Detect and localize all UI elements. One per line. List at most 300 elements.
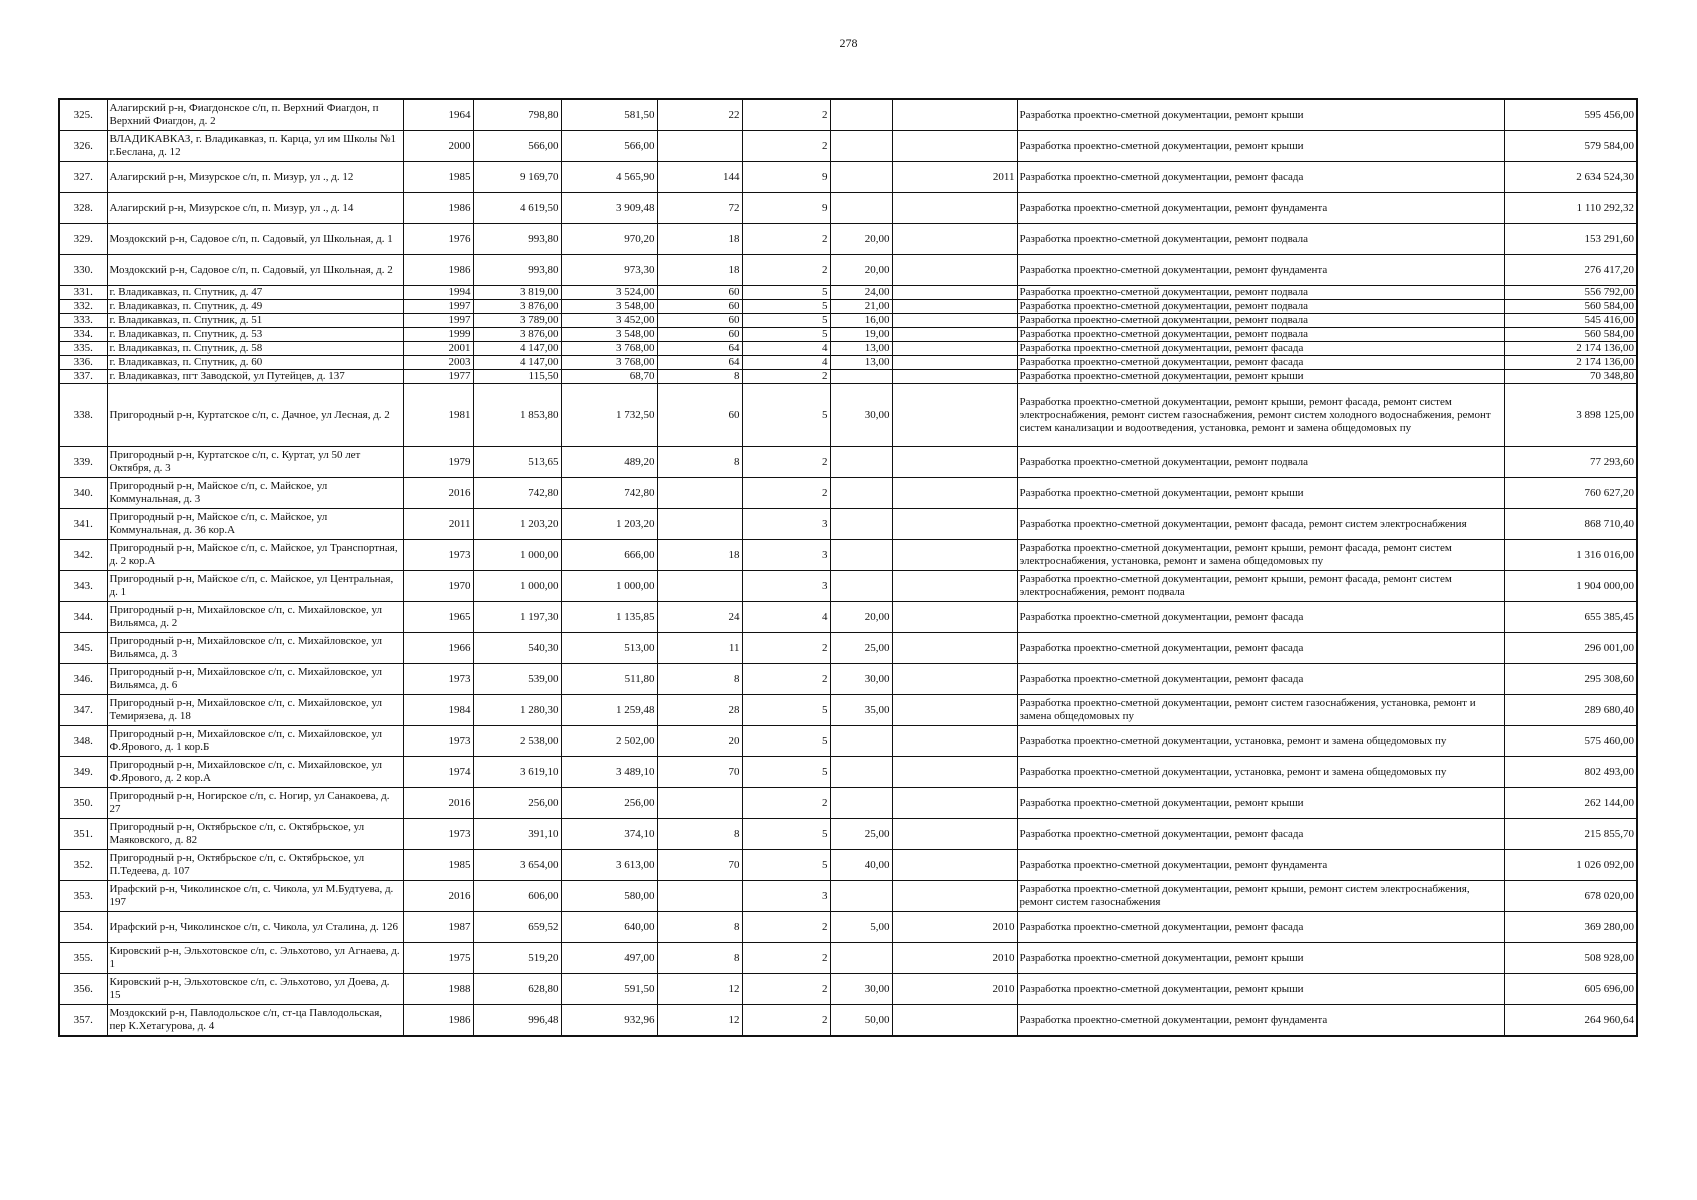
cell-total-area: 3 619,10 xyxy=(473,757,561,788)
table-row xyxy=(59,974,1637,1005)
cell-work-types: Разработка проектно-сметной документации, ремонт крыши, ремонт фасада, ремонт систем электроснабжения, ремонт подвала xyxy=(1017,571,1504,602)
cell-work-types: Разработка проектно-сметной документации, ремонт фасада xyxy=(1017,342,1504,356)
table-row xyxy=(59,509,1637,540)
cell-wear-percent: 25,00 xyxy=(830,633,892,664)
cell-build-year: 1985 xyxy=(403,162,473,193)
cell-cost: 1 316 016,00 xyxy=(1504,540,1637,571)
cell-cost: 605 696,00 xyxy=(1504,974,1637,1005)
cell-living-area: 3 768,00 xyxy=(561,356,657,370)
table-row xyxy=(59,1005,1637,1037)
cell-row-number: 353. xyxy=(59,881,107,912)
cell-total-area: 1 000,00 xyxy=(473,571,561,602)
cell-work-types: Разработка проектно-сметной документации, ремонт фундамента xyxy=(1017,193,1504,224)
cell-cost: 296 001,00 xyxy=(1504,633,1637,664)
cell-wear-percent: 13,00 xyxy=(830,356,892,370)
cell-row-number: 356. xyxy=(59,974,107,1005)
table-row xyxy=(59,633,1637,664)
cell-last-repair-year: 2010 xyxy=(892,943,1017,974)
cell-last-repair-year xyxy=(892,633,1017,664)
cell-wear-percent: 30,00 xyxy=(830,384,892,447)
cell-living-area: 256,00 xyxy=(561,788,657,819)
cell-cost: 295 308,60 xyxy=(1504,664,1637,695)
cell-living-area: 666,00 xyxy=(561,540,657,571)
cell-living-area: 932,96 xyxy=(561,1005,657,1037)
cell-wear-percent xyxy=(830,757,892,788)
cell-wear-percent xyxy=(830,162,892,193)
table-row xyxy=(59,726,1637,757)
cell-row-number: 329. xyxy=(59,224,107,255)
cell-work-types: Разработка проектно-сметной документации, ремонт фасада xyxy=(1017,356,1504,370)
cell-last-repair-year xyxy=(892,726,1017,757)
cell-floors-count: 2 xyxy=(742,224,830,255)
cell-address: Пригородный р-н, Майское с/п, с. Майское, ул Коммунальная, д. 36 кор.А xyxy=(107,509,403,540)
cell-total-area: 1 203,20 xyxy=(473,509,561,540)
table-row xyxy=(59,162,1637,193)
cell-cost: 2 634 524,30 xyxy=(1504,162,1637,193)
cell-apartments-count xyxy=(657,131,742,162)
cell-apartments-count: 12 xyxy=(657,974,742,1005)
table-row xyxy=(59,757,1637,788)
table-row xyxy=(59,571,1637,602)
cell-build-year: 1964 xyxy=(403,99,473,131)
cell-address: Кировский р-н, Эльхотовское с/п, с. Эльхотово, ул Доева, д. 15 xyxy=(107,974,403,1005)
cell-total-area: 1 197,30 xyxy=(473,602,561,633)
cell-last-repair-year xyxy=(892,664,1017,695)
cell-wear-percent: 5,00 xyxy=(830,912,892,943)
cell-floors-count: 5 xyxy=(742,314,830,328)
cell-total-area: 628,80 xyxy=(473,974,561,1005)
cell-work-types: Разработка проектно-сметной документации, ремонт фундамента xyxy=(1017,1005,1504,1037)
cell-work-types: Разработка проектно-сметной документации, ремонт фундамента xyxy=(1017,850,1504,881)
cell-floors-count: 5 xyxy=(742,850,830,881)
cell-apartments-count: 8 xyxy=(657,943,742,974)
table-row xyxy=(59,788,1637,819)
cell-wear-percent: 20,00 xyxy=(830,224,892,255)
cell-wear-percent: 25,00 xyxy=(830,819,892,850)
cell-living-area: 591,50 xyxy=(561,974,657,1005)
table-row xyxy=(59,384,1637,447)
cell-row-number: 326. xyxy=(59,131,107,162)
cell-address: г. Владикавказ, п. Спутник, д. 51 xyxy=(107,314,403,328)
cell-apartments-count: 8 xyxy=(657,819,742,850)
cell-total-area: 993,80 xyxy=(473,224,561,255)
cell-address: ВЛАДИКАВКАЗ, г. Владикавказ, п. Карца, ул им Школы №1 г.Беслана, д. 12 xyxy=(107,131,403,162)
cell-wear-percent: 40,00 xyxy=(830,850,892,881)
cell-cost: 3 898 125,00 xyxy=(1504,384,1637,447)
cell-total-area: 539,00 xyxy=(473,664,561,695)
table-row xyxy=(59,850,1637,881)
cell-living-area: 4 565,90 xyxy=(561,162,657,193)
cell-living-area: 3 909,48 xyxy=(561,193,657,224)
repair-register-table xyxy=(58,98,1638,1037)
cell-total-area: 3 654,00 xyxy=(473,850,561,881)
cell-build-year: 2016 xyxy=(403,881,473,912)
table-row xyxy=(59,314,1637,328)
cell-total-area: 3 876,00 xyxy=(473,328,561,342)
cell-build-year: 1973 xyxy=(403,726,473,757)
cell-work-types: Разработка проектно-сметной документации, ремонт фасада xyxy=(1017,819,1504,850)
cell-last-repair-year xyxy=(892,447,1017,478)
cell-build-year: 1997 xyxy=(403,300,473,314)
cell-row-number: 345. xyxy=(59,633,107,664)
cell-floors-count: 2 xyxy=(742,370,830,384)
cell-floors-count: 3 xyxy=(742,540,830,571)
cell-build-year: 1987 xyxy=(403,912,473,943)
cell-apartments-count: 64 xyxy=(657,342,742,356)
cell-total-area: 3 876,00 xyxy=(473,300,561,314)
cell-row-number: 328. xyxy=(59,193,107,224)
table-row xyxy=(59,447,1637,478)
cell-address: г. Владикавказ, п. Спутник, д. 47 xyxy=(107,286,403,300)
cell-cost: 2 174 136,00 xyxy=(1504,356,1637,370)
cell-total-area: 2 538,00 xyxy=(473,726,561,757)
cell-apartments-count: 60 xyxy=(657,286,742,300)
cell-floors-count: 5 xyxy=(742,384,830,447)
cell-floors-count: 5 xyxy=(742,726,830,757)
cell-floors-count: 5 xyxy=(742,695,830,726)
cell-wear-percent xyxy=(830,131,892,162)
cell-wear-percent: 50,00 xyxy=(830,1005,892,1037)
cell-last-repair-year xyxy=(892,571,1017,602)
cell-address: Кировский р-н, Эльхотовское с/п, с. Эльхотово, ул Агнаева, д. 1 xyxy=(107,943,403,974)
cell-cost: 276 417,20 xyxy=(1504,255,1637,286)
cell-cost: 1 026 092,00 xyxy=(1504,850,1637,881)
cell-last-repair-year xyxy=(892,850,1017,881)
cell-work-types: Разработка проектно-сметной документации, установка, ремонт и замена общедомовых пу xyxy=(1017,757,1504,788)
cell-total-area: 1 853,80 xyxy=(473,384,561,447)
cell-build-year: 2003 xyxy=(403,356,473,370)
cell-build-year: 1988 xyxy=(403,974,473,1005)
cell-build-year: 1977 xyxy=(403,370,473,384)
cell-row-number: 333. xyxy=(59,314,107,328)
cell-floors-count: 4 xyxy=(742,356,830,370)
cell-build-year: 1979 xyxy=(403,447,473,478)
cell-apartments-count: 22 xyxy=(657,99,742,131)
cell-last-repair-year xyxy=(892,370,1017,384)
cell-wear-percent xyxy=(830,788,892,819)
cell-row-number: 325. xyxy=(59,99,107,131)
cell-apartments-count: 18 xyxy=(657,224,742,255)
cell-row-number: 349. xyxy=(59,757,107,788)
cell-last-repair-year xyxy=(892,1005,1017,1037)
cell-cost: 77 293,60 xyxy=(1504,447,1637,478)
cell-row-number: 352. xyxy=(59,850,107,881)
cell-build-year: 1976 xyxy=(403,224,473,255)
cell-living-area: 566,00 xyxy=(561,131,657,162)
cell-total-area: 659,52 xyxy=(473,912,561,943)
cell-cost: 1 110 292,32 xyxy=(1504,193,1637,224)
cell-floors-count: 2 xyxy=(742,478,830,509)
cell-address: Алагирский р-н, Мизурское с/п, п. Мизур, ул ., д. 12 xyxy=(107,162,403,193)
cell-floors-count: 2 xyxy=(742,131,830,162)
cell-wear-percent: 13,00 xyxy=(830,342,892,356)
cell-address: Моздокский р-н, Садовое с/п, п. Садовый, ул Школьная, д. 1 xyxy=(107,224,403,255)
cell-address: Пригородный р-н, Михайловское с/п, с. Михайловское, ул Темирязева, д. 18 xyxy=(107,695,403,726)
cell-address: Ирафский р-н, Чиколинское с/п, с. Чикола, ул М.Будтуева, д. 197 xyxy=(107,881,403,912)
cell-last-repair-year xyxy=(892,193,1017,224)
cell-last-repair-year xyxy=(892,602,1017,633)
cell-cost: 2 174 136,00 xyxy=(1504,342,1637,356)
cell-floors-count: 9 xyxy=(742,193,830,224)
cell-floors-count: 2 xyxy=(742,633,830,664)
cell-cost: 215 855,70 xyxy=(1504,819,1637,850)
cell-address: Пригородный р-н, Ногирское с/п, с. Ногир, ул Санакоева, д. 27 xyxy=(107,788,403,819)
cell-total-area: 798,80 xyxy=(473,99,561,131)
table-row xyxy=(59,912,1637,943)
cell-wear-percent xyxy=(830,540,892,571)
cell-row-number: 348. xyxy=(59,726,107,757)
cell-cost: 579 584,00 xyxy=(1504,131,1637,162)
cell-floors-count: 5 xyxy=(742,300,830,314)
cell-wear-percent xyxy=(830,370,892,384)
table-row xyxy=(59,540,1637,571)
cell-address: Моздокский р-н, Павлодольское с/п, ст-ца Павлодольская, пер К.Хетагурова, д. 4 xyxy=(107,1005,403,1037)
cell-cost: 560 584,00 xyxy=(1504,328,1637,342)
cell-address: Ирафский р-н, Чиколинское с/п, с. Чикола, ул Сталина, д. 126 xyxy=(107,912,403,943)
cell-row-number: 357. xyxy=(59,1005,107,1037)
cell-last-repair-year xyxy=(892,757,1017,788)
cell-build-year: 1997 xyxy=(403,314,473,328)
table-row xyxy=(59,943,1637,974)
cell-cost: 264 960,64 xyxy=(1504,1005,1637,1037)
cell-row-number: 337. xyxy=(59,370,107,384)
cell-living-area: 489,20 xyxy=(561,447,657,478)
cell-last-repair-year: 2010 xyxy=(892,912,1017,943)
cell-cost: 508 928,00 xyxy=(1504,943,1637,974)
table-row xyxy=(59,99,1637,131)
cell-living-area: 1 135,85 xyxy=(561,602,657,633)
cell-address: Пригородный р-н, Октябрьское с/п, с. Октябрьское, ул Маяковского, д. 82 xyxy=(107,819,403,850)
cell-address: Алагирский р-н, Мизурское с/п, п. Мизур, ул ., д. 14 xyxy=(107,193,403,224)
cell-build-year: 2016 xyxy=(403,478,473,509)
table-row xyxy=(59,356,1637,370)
cell-floors-count: 4 xyxy=(742,342,830,356)
cell-wear-percent xyxy=(830,571,892,602)
cell-build-year: 1970 xyxy=(403,571,473,602)
cell-last-repair-year xyxy=(892,695,1017,726)
cell-build-year: 1984 xyxy=(403,695,473,726)
cell-total-area: 3 789,00 xyxy=(473,314,561,328)
cell-row-number: 334. xyxy=(59,328,107,342)
cell-total-area: 513,65 xyxy=(473,447,561,478)
cell-floors-count: 2 xyxy=(742,974,830,1005)
cell-total-area: 4 147,00 xyxy=(473,342,561,356)
cell-last-repair-year xyxy=(892,300,1017,314)
cell-living-area: 1 259,48 xyxy=(561,695,657,726)
cell-cost: 868 710,40 xyxy=(1504,509,1637,540)
cell-cost: 289 680,40 xyxy=(1504,695,1637,726)
cell-build-year: 1966 xyxy=(403,633,473,664)
cell-apartments-count xyxy=(657,788,742,819)
cell-last-repair-year xyxy=(892,314,1017,328)
cell-last-repair-year xyxy=(892,286,1017,300)
cell-work-types: Разработка проектно-сметной документации, ремонт подвала xyxy=(1017,328,1504,342)
cell-wear-percent xyxy=(830,509,892,540)
cell-wear-percent: 19,00 xyxy=(830,328,892,342)
cell-last-repair-year xyxy=(892,255,1017,286)
cell-last-repair-year: 2011 xyxy=(892,162,1017,193)
cell-work-types: Разработка проектно-сметной документации, ремонт подвала xyxy=(1017,300,1504,314)
cell-apartments-count xyxy=(657,571,742,602)
cell-work-types: Разработка проектно-сметной документации, ремонт фасада xyxy=(1017,633,1504,664)
cell-last-repair-year xyxy=(892,328,1017,342)
table-row xyxy=(59,286,1637,300)
cell-cost: 70 348,80 xyxy=(1504,370,1637,384)
cell-floors-count: 4 xyxy=(742,602,830,633)
cell-last-repair-year xyxy=(892,788,1017,819)
cell-build-year: 1999 xyxy=(403,328,473,342)
cell-build-year: 1975 xyxy=(403,943,473,974)
cell-living-area: 3 548,00 xyxy=(561,328,657,342)
cell-build-year: 2016 xyxy=(403,788,473,819)
cell-wear-percent: 20,00 xyxy=(830,255,892,286)
cell-apartments-count xyxy=(657,478,742,509)
cell-floors-count: 5 xyxy=(742,757,830,788)
cell-wear-percent xyxy=(830,193,892,224)
cell-living-area: 1 732,50 xyxy=(561,384,657,447)
cell-cost: 575 460,00 xyxy=(1504,726,1637,757)
cell-build-year: 1994 xyxy=(403,286,473,300)
cell-wear-percent xyxy=(830,881,892,912)
cell-cost: 655 385,45 xyxy=(1504,602,1637,633)
cell-address: Пригородный р-н, Михайловское с/п, с. Михайловское, ул Вильямса, д. 2 xyxy=(107,602,403,633)
cell-cost: 153 291,60 xyxy=(1504,224,1637,255)
cell-row-number: 350. xyxy=(59,788,107,819)
cell-build-year: 2000 xyxy=(403,131,473,162)
cell-cost: 545 416,00 xyxy=(1504,314,1637,328)
cell-cost: 802 493,00 xyxy=(1504,757,1637,788)
table-row xyxy=(59,300,1637,314)
cell-work-types: Разработка проектно-сметной документации, ремонт подвала xyxy=(1017,447,1504,478)
cell-floors-count: 3 xyxy=(742,881,830,912)
cell-work-types: Разработка проектно-сметной документации, ремонт фундамента xyxy=(1017,255,1504,286)
cell-total-area: 256,00 xyxy=(473,788,561,819)
cell-apartments-count: 8 xyxy=(657,664,742,695)
cell-address: Моздокский р-н, Садовое с/п, п. Садовый, ул Школьная, д. 2 xyxy=(107,255,403,286)
cell-row-number: 338. xyxy=(59,384,107,447)
cell-work-types: Разработка проектно-сметной документации, ремонт крыши xyxy=(1017,370,1504,384)
cell-apartments-count: 18 xyxy=(657,255,742,286)
table-row xyxy=(59,224,1637,255)
cell-cost: 1 904 000,00 xyxy=(1504,571,1637,602)
cell-total-area: 1 280,30 xyxy=(473,695,561,726)
cell-last-repair-year xyxy=(892,99,1017,131)
cell-build-year: 1986 xyxy=(403,193,473,224)
cell-address: Алагирский р-н, Фиагдонское с/п, п. Верхний Фиагдон, п Верхний Фиагдон, д. 2 xyxy=(107,99,403,131)
cell-apartments-count: 60 xyxy=(657,328,742,342)
cell-total-area: 742,80 xyxy=(473,478,561,509)
cell-apartments-count: 18 xyxy=(657,540,742,571)
cell-address: г. Владикавказ, п. Спутник, д. 53 xyxy=(107,328,403,342)
cell-apartments-count: 72 xyxy=(657,193,742,224)
cell-address: Пригородный р-н, Куртатское с/п, с. Куртат, ул 50 лет Октября, д. 3 xyxy=(107,447,403,478)
cell-build-year: 1974 xyxy=(403,757,473,788)
cell-last-repair-year xyxy=(892,540,1017,571)
cell-last-repair-year xyxy=(892,224,1017,255)
cell-row-number: 341. xyxy=(59,509,107,540)
cell-last-repair-year xyxy=(892,478,1017,509)
cell-living-area: 580,00 xyxy=(561,881,657,912)
cell-apartments-count: 8 xyxy=(657,447,742,478)
cell-living-area: 374,10 xyxy=(561,819,657,850)
cell-living-area: 3 768,00 xyxy=(561,342,657,356)
cell-apartments-count: 12 xyxy=(657,1005,742,1037)
cell-living-area: 1 000,00 xyxy=(561,571,657,602)
cell-last-repair-year xyxy=(892,356,1017,370)
cell-living-area: 2 502,00 xyxy=(561,726,657,757)
cell-apartments-count: 60 xyxy=(657,300,742,314)
table-row xyxy=(59,131,1637,162)
cell-living-area: 68,70 xyxy=(561,370,657,384)
cell-row-number: 339. xyxy=(59,447,107,478)
cell-build-year: 1981 xyxy=(403,384,473,447)
table-row xyxy=(59,328,1637,342)
cell-wear-percent xyxy=(830,726,892,757)
cell-wear-percent: 20,00 xyxy=(830,602,892,633)
cell-build-year: 1973 xyxy=(403,664,473,695)
cell-work-types: Разработка проектно-сметной документации, установка, ремонт и замена общедомовых пу xyxy=(1017,726,1504,757)
cell-living-area: 581,50 xyxy=(561,99,657,131)
cell-last-repair-year xyxy=(892,342,1017,356)
cell-total-area: 606,00 xyxy=(473,881,561,912)
cell-address: Пригородный р-н, Михайловское с/п, с. Михайловское, ул Вильямса, д. 3 xyxy=(107,633,403,664)
cell-last-repair-year xyxy=(892,509,1017,540)
cell-living-area: 3 613,00 xyxy=(561,850,657,881)
cell-wear-percent xyxy=(830,478,892,509)
cell-address: Пригородный р-н, Михайловское с/п, с. Михайловское, ул Вильямса, д. 6 xyxy=(107,664,403,695)
cell-build-year: 1986 xyxy=(403,255,473,286)
cell-wear-percent xyxy=(830,447,892,478)
cell-row-number: 335. xyxy=(59,342,107,356)
cell-cost: 678 020,00 xyxy=(1504,881,1637,912)
cell-row-number: 331. xyxy=(59,286,107,300)
cell-floors-count: 2 xyxy=(742,99,830,131)
cell-living-area: 970,20 xyxy=(561,224,657,255)
cell-work-types: Разработка проектно-сметной документации, ремонт фасада xyxy=(1017,162,1504,193)
cell-total-area: 115,50 xyxy=(473,370,561,384)
page-number: 278 xyxy=(839,36,858,50)
cell-build-year: 1973 xyxy=(403,819,473,850)
cell-apartments-count: 70 xyxy=(657,757,742,788)
cell-living-area: 3 489,10 xyxy=(561,757,657,788)
cell-floors-count: 3 xyxy=(742,509,830,540)
cell-work-types: Разработка проектно-сметной документации, ремонт крыши xyxy=(1017,478,1504,509)
cell-last-repair-year: 2010 xyxy=(892,974,1017,1005)
cell-cost: 595 456,00 xyxy=(1504,99,1637,131)
cell-wear-percent: 35,00 xyxy=(830,695,892,726)
cell-last-repair-year xyxy=(892,881,1017,912)
cell-work-types: Разработка проектно-сметной документации, ремонт фасада xyxy=(1017,912,1504,943)
cell-apartments-count: 60 xyxy=(657,314,742,328)
cell-total-area: 391,10 xyxy=(473,819,561,850)
cell-apartments-count: 144 xyxy=(657,162,742,193)
cell-row-number: 332. xyxy=(59,300,107,314)
cell-work-types: Разработка проектно-сметной документации, ремонт фасада xyxy=(1017,664,1504,695)
table-row xyxy=(59,664,1637,695)
cell-floors-count: 9 xyxy=(742,162,830,193)
cell-floors-count: 5 xyxy=(742,328,830,342)
cell-cost: 262 144,00 xyxy=(1504,788,1637,819)
cell-row-number: 327. xyxy=(59,162,107,193)
cell-address: Пригородный р-н, Михайловское с/п, с. Михайловское, ул Ф.Ярового, д. 2 кор.А xyxy=(107,757,403,788)
table-row xyxy=(59,819,1637,850)
table-row xyxy=(59,342,1637,356)
cell-row-number: 330. xyxy=(59,255,107,286)
cell-work-types: Разработка проектно-сметной документации, ремонт крыши xyxy=(1017,974,1504,1005)
cell-total-area: 3 819,00 xyxy=(473,286,561,300)
cell-apartments-count: 24 xyxy=(657,602,742,633)
cell-row-number: 355. xyxy=(59,943,107,974)
